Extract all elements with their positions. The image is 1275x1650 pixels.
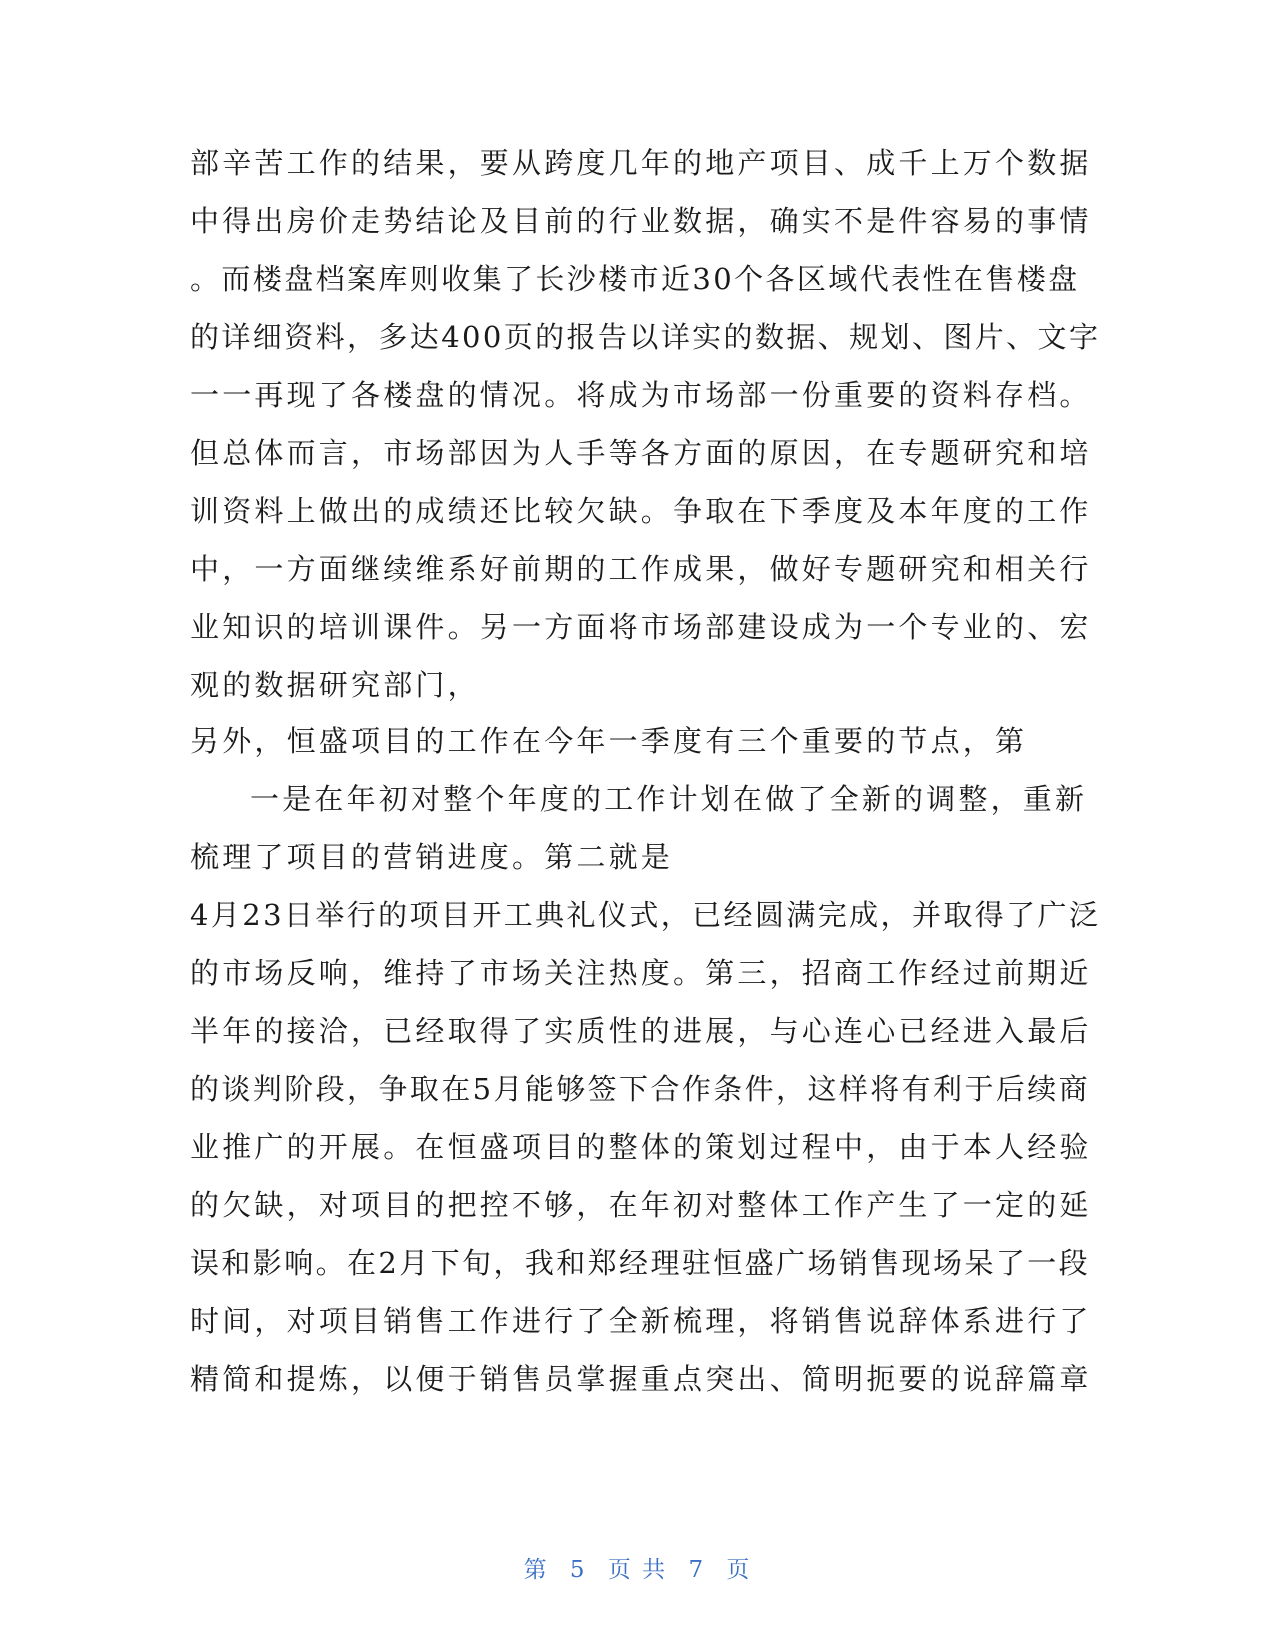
text-line: 半年的接洽，已经取得了实质性的进展，与心连心已经进入最后 (190, 1014, 1092, 1048)
text-line: 一一再现了各楼盘的情况。将成为市场部一份重要的资料存档。 (190, 378, 1092, 412)
page-footer (0, 1555, 1275, 1585)
text-line: 但总体而言，市场部因为人手等各方面的原因，在专题研究和培 (190, 436, 1092, 470)
text-line: 误和影响。在2月下旬，我和郑经理驻恒盛广场销售现场呆了一段 (190, 1246, 1091, 1280)
text-line: 训资料上做出的成绩还比较欠缺。争取在下季度及本年度的工作 (190, 494, 1092, 528)
footer-middle: 页 共 (607, 1557, 668, 1583)
text-line: 的详细资料，多达400页的报告以详实的数据、规划、图片、文字 (190, 320, 1101, 354)
current-page-number: 5 (569, 1557, 587, 1583)
text-line: 4月23日举行的项目开工典礼仪式，已经圆满完成，并取得了广泛 (190, 898, 1101, 932)
text-line: 。而楼盘档案库则收集了长沙楼市近30个各区域代表性在售楼盘 (190, 262, 1080, 296)
footer-suffix: 页 (726, 1557, 752, 1583)
text-line: 观的数据研究部门， (190, 668, 480, 702)
text-line: 业推广的开展。在恒盛项目的整体的策划过程中，由于本人经验 (190, 1130, 1092, 1164)
text-line: 中，一方面继续维系好前期的工作成果，做好专题研究和相关行 (190, 552, 1092, 586)
text-line: 精简和提炼，以便于销售员掌握重点突出、简明扼要的说辞篇章 (190, 1362, 1092, 1396)
text-line: 另外，恒盛项目的工作在今年一季度有三个重要的节点，第 (190, 724, 1028, 758)
text-line: 的欠缺，对项目的把控不够，在年初对整体工作产生了一定的延 (190, 1188, 1092, 1222)
text-line: 部辛苦工作的结果，要从跨度几年的地产项目、成千上万个数据 (190, 146, 1092, 180)
text-line: 时间，对项目销售工作进行了全新梳理，将销售说辞体系进行了 (190, 1304, 1092, 1338)
text-line: 中得出房价走势结论及目前的行业数据，确实不是件容易的事情 (190, 204, 1092, 238)
footer-prefix: 第 (523, 1557, 549, 1583)
total-pages-number: 7 (688, 1557, 706, 1583)
text-line: 一是在年初对整个年度的工作计划在做了全新的调整，重新 (250, 782, 1088, 816)
text-line: 的市场反响，维持了市场关注热度。第三，招商工作经过前期近 (190, 956, 1092, 990)
text-line: 业知识的培训课件。另一方面将市场部建设成为一个专业的、宏 (190, 610, 1092, 644)
text-line: 的谈判阶段，争取在5月能够签下合作条件，这样将有利于后续商 (190, 1072, 1091, 1106)
text-line: 梳理了项目的营销进度。第二就是 (190, 840, 674, 874)
